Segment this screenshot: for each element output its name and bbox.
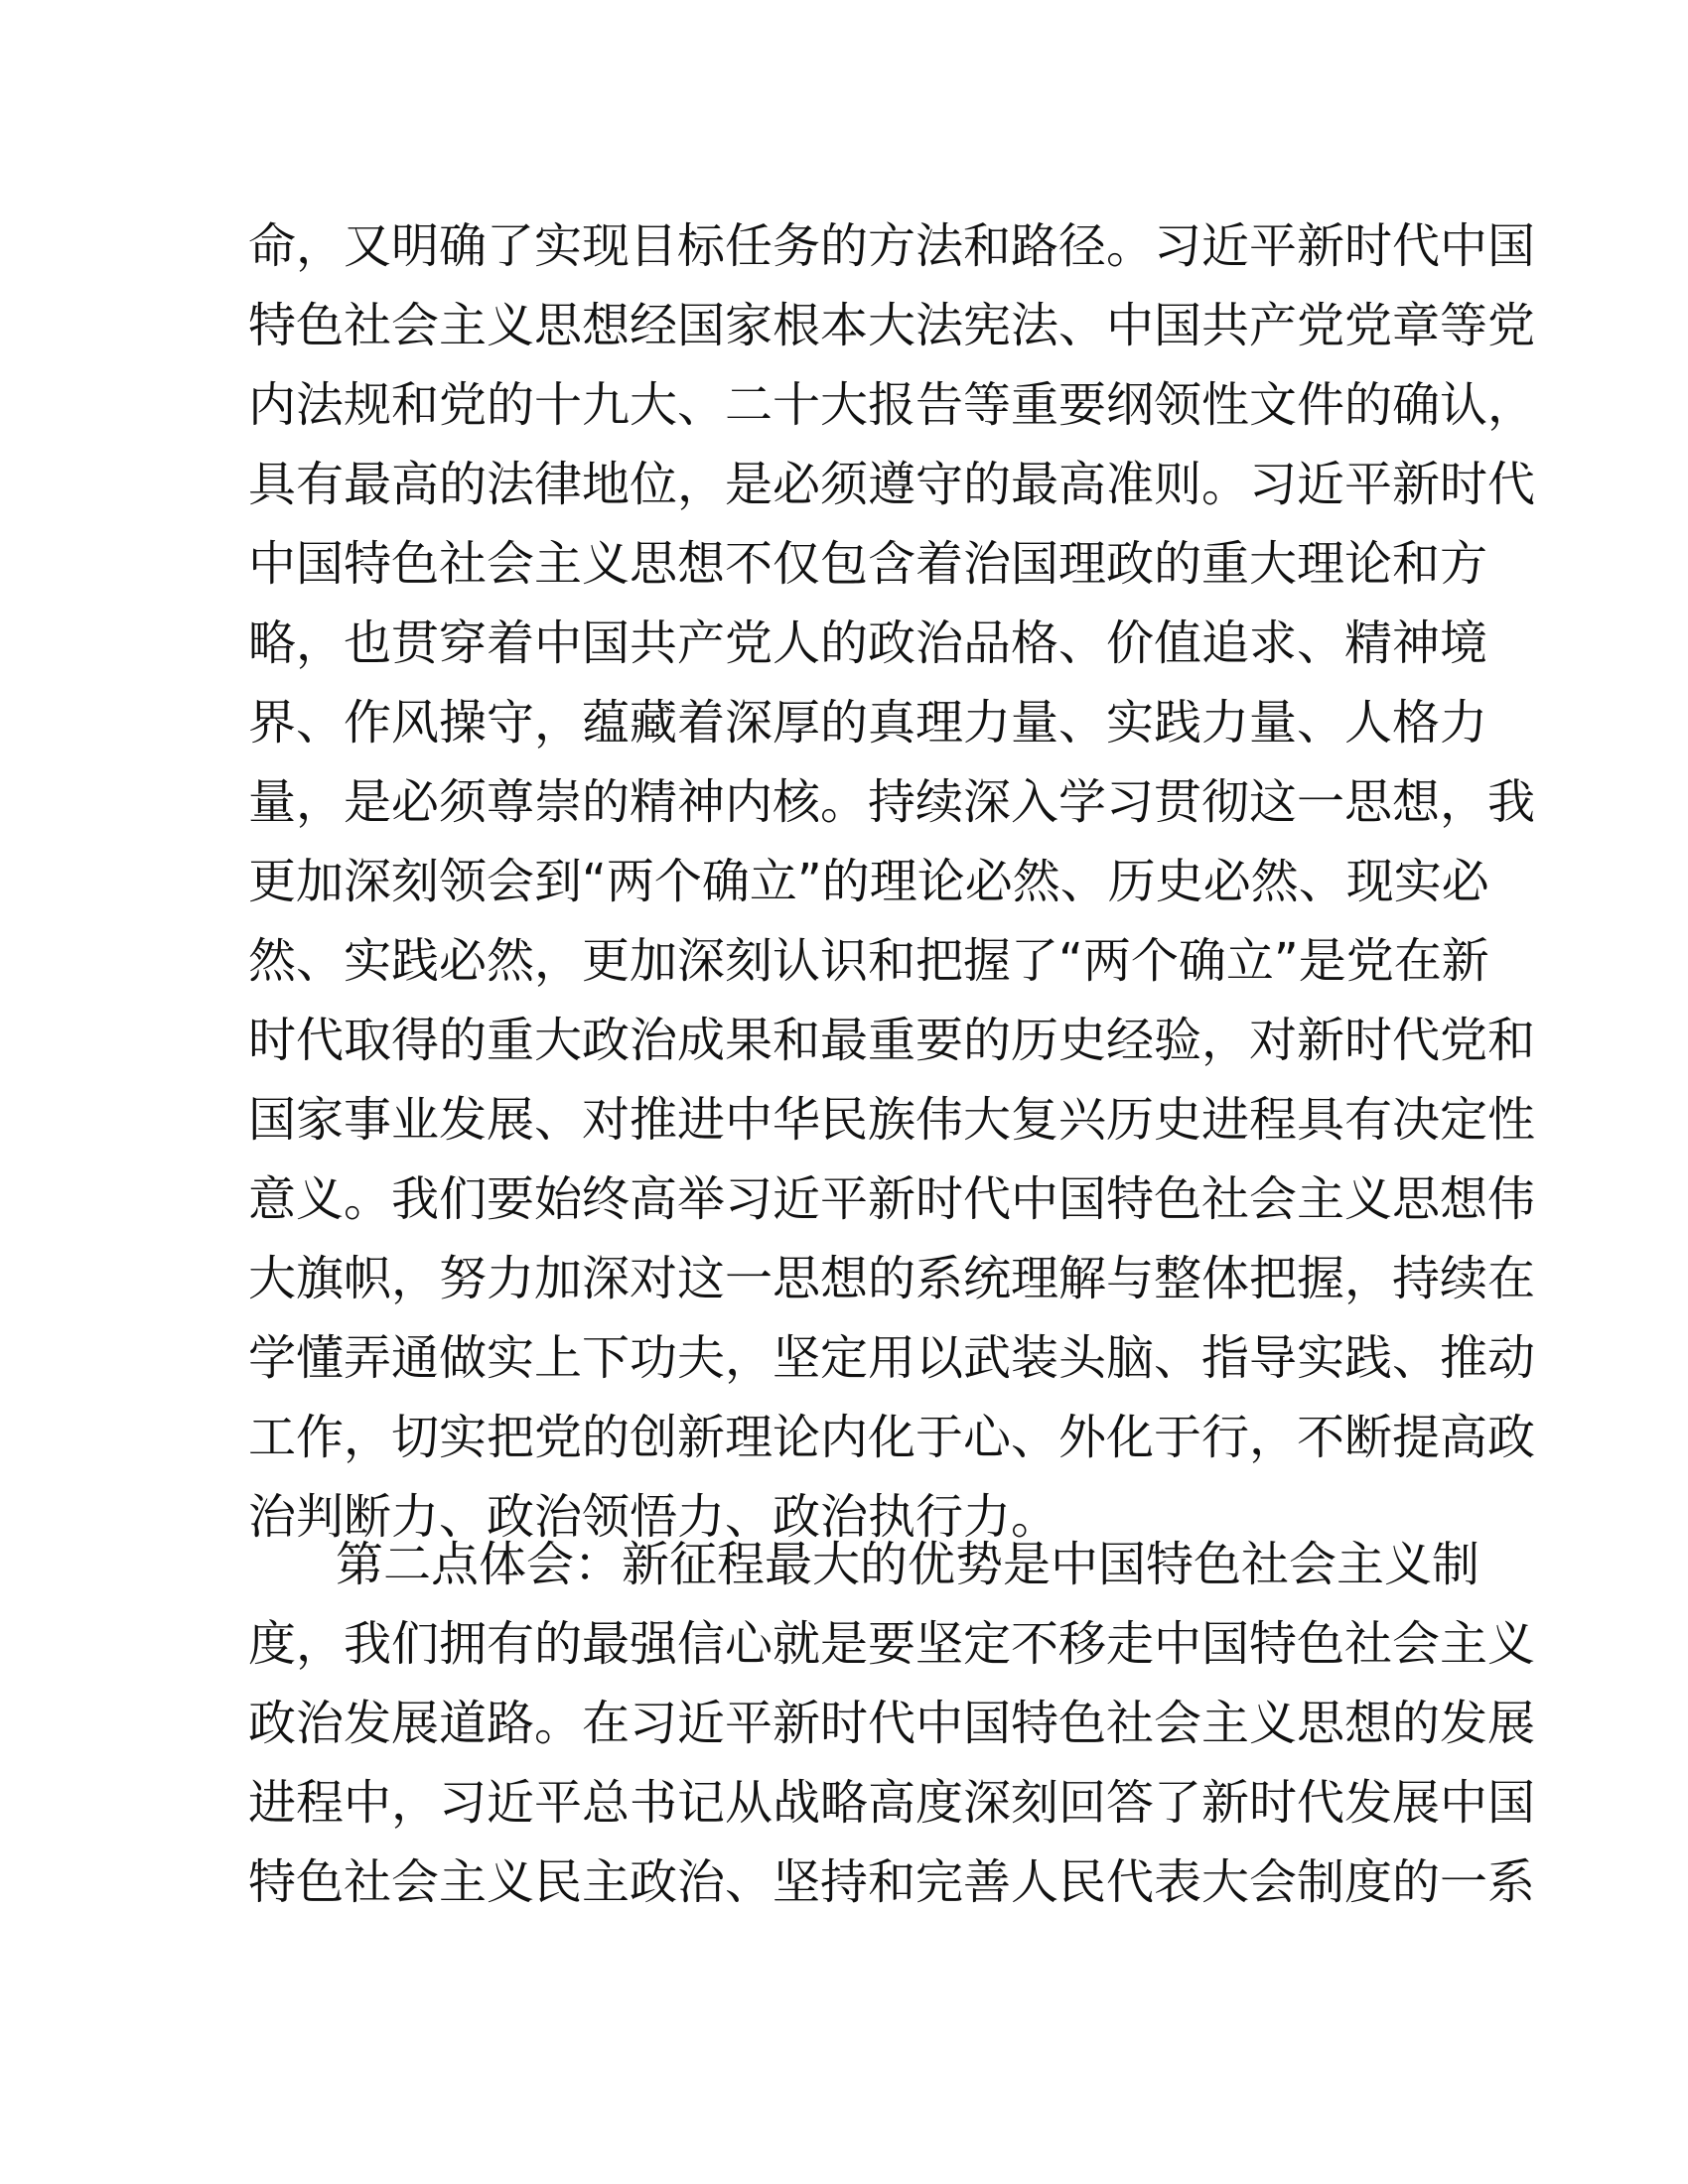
text-line: 大旗帜，努力加深对这一思想的系统理解与整体把握，持续在 <box>248 1251 1536 1306</box>
text-line: 学懂弄通做实上下功夫，坚定用以武装头脑、指导实践、推动 <box>248 1330 1536 1386</box>
text-line: 第二点体会：新征程最大的优势是中国特色社会主义制 <box>336 1537 1480 1592</box>
text-line: 命，又明确了实现目标任务的方法和路径。习近平新时代中国 <box>248 218 1536 274</box>
text-line: 政治发展道路。在习近平新时代中国特色社会主义思想的发展 <box>248 1696 1536 1751</box>
paragraph-2 <box>248 1525 1536 1922</box>
text-line: 进程中，习近平总书记从战略高度深刻回答了新时代发展中国 <box>248 1775 1536 1831</box>
text-line: 界、作风操守，蕴藏着深厚的真理力量、实践力量、人格力 <box>248 695 1488 751</box>
text-line: 国家事业发展、对推进中华民族伟大复兴历史进程具有决定性 <box>248 1092 1536 1148</box>
text-line: 略，也贯穿着中国共产党人的政治品格、价值追求、精神境 <box>248 615 1488 671</box>
text-line: 特色社会主义民主政治、坚持和完善人民代表大会制度的一系 <box>248 1854 1536 1910</box>
paragraph-1 <box>248 206 1536 1557</box>
text-line: 量，是必须尊崇的精神内核。持续深入学习贯彻这一思想，我 <box>248 774 1536 830</box>
text-line: 更加深刻领会到“两个确立”的理论必然、历史必然、现实必 <box>248 854 1489 909</box>
text-line: 工作，切实把党的创新理论内化于心、外化于行，不断提高政 <box>248 1410 1536 1465</box>
text-line: 治判断力、政治领悟力、政治执行力。 <box>248 1489 1059 1545</box>
text-line: 具有最高的法律地位，是必须遵守的最高准则。习近平新时代 <box>248 457 1536 512</box>
text-line: 中国特色社会主义思想不仅包含着治国理政的重大理论和方 <box>248 536 1488 592</box>
text-line: 意义。我们要始终高举习近平新时代中国特色社会主义思想伟 <box>248 1171 1536 1227</box>
text-line: 特色社会主义思想经国家根本大法宪法、中国共产党党章等党 <box>248 298 1536 353</box>
text-line: 然、实践必然，更加深刻认识和把握了“两个确立”是党在新 <box>248 933 1489 989</box>
text-line: 时代取得的重大政治成果和最重要的历史经验，对新时代党和 <box>248 1013 1536 1068</box>
text-line: 度，我们拥有的最强信心就是要坚定不移走中国特色社会主义 <box>248 1616 1536 1672</box>
text-line: 内法规和党的十九大、二十大报告等重要纲领性文件的确认， <box>248 377 1536 433</box>
